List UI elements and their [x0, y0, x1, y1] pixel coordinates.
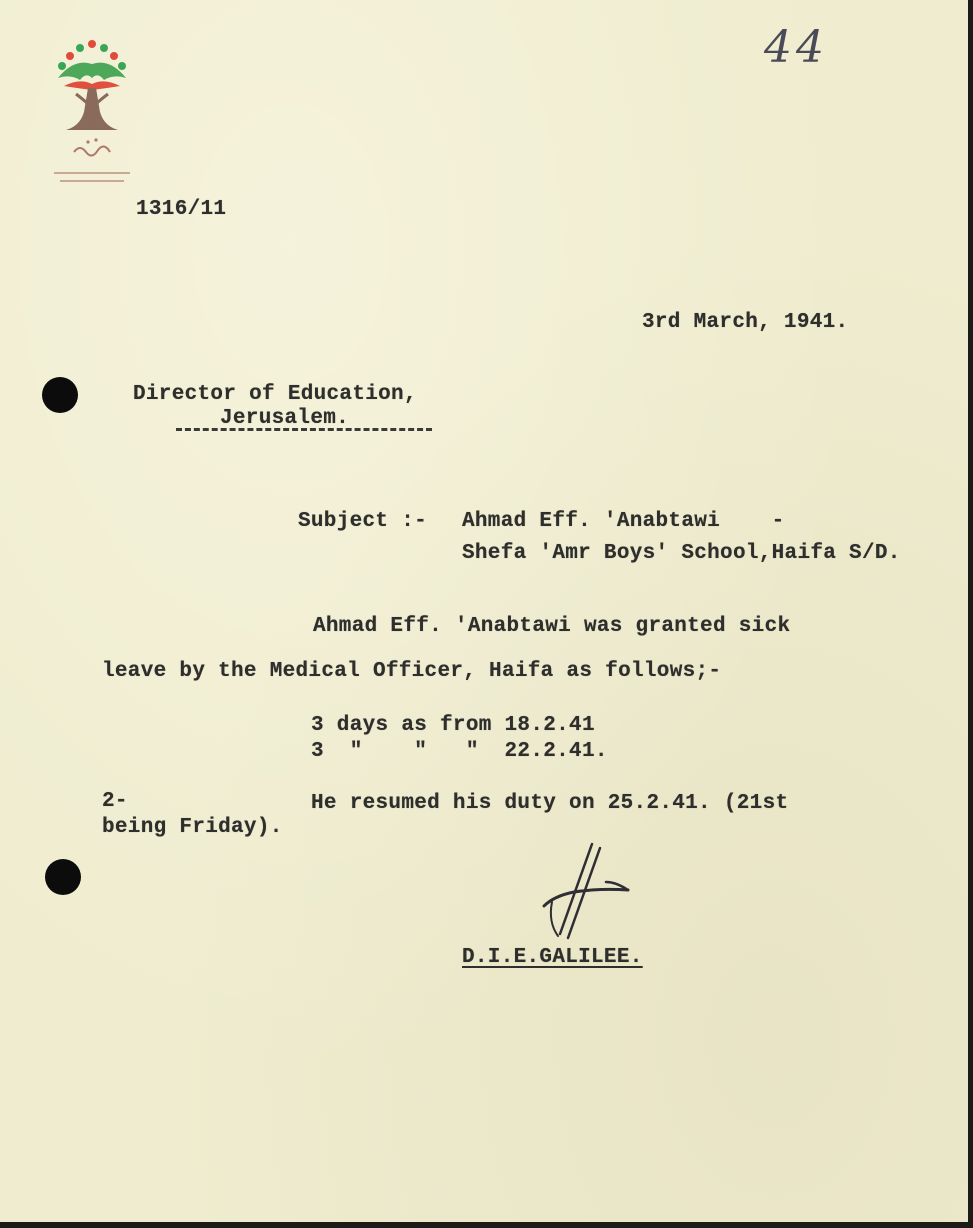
letter-date: 3rd March, 1941.: [642, 311, 849, 334]
signatory-name: D.I.E.GALILEE.: [462, 946, 643, 969]
body-paragraph-2-line-2: being Friday).: [102, 816, 283, 839]
body-paragraph-1-line-1: Ahmad Eff. 'Anabtawi was granted sick: [313, 615, 791, 638]
folio-number: 44: [764, 22, 828, 73]
leave-line-2: 3 " " " 22.2.41.: [311, 740, 608, 763]
addressee-line-1: Director of Education,: [133, 383, 417, 406]
punch-hole-bottom: [45, 859, 81, 895]
subject-line-2: Shefa 'Amr Boys' School,Haifa S/D.: [462, 542, 901, 565]
punch-hole-top: [42, 377, 78, 413]
body-paragraph-1-line-2: leave by the Medical Officer, Haifa as follows;-: [102, 660, 722, 683]
paragraph-2-number: 2-: [102, 790, 128, 813]
tree-logo-icon: [44, 34, 140, 194]
addressee-underline: [176, 428, 432, 441]
subject-label: Subject :-: [298, 510, 428, 533]
subject-line-1: Ahmad Eff. 'Anabtawi -: [462, 510, 785, 533]
body-paragraph-2-line-1: He resumed his duty on 25.2.41. (21st: [311, 792, 789, 815]
signature-mark: [530, 838, 640, 948]
addressee-line-2: Jerusalem.: [220, 407, 350, 430]
leave-line-1: 3 days as from 18.2.41: [311, 714, 595, 737]
reference-number: 1316/11: [136, 198, 227, 221]
